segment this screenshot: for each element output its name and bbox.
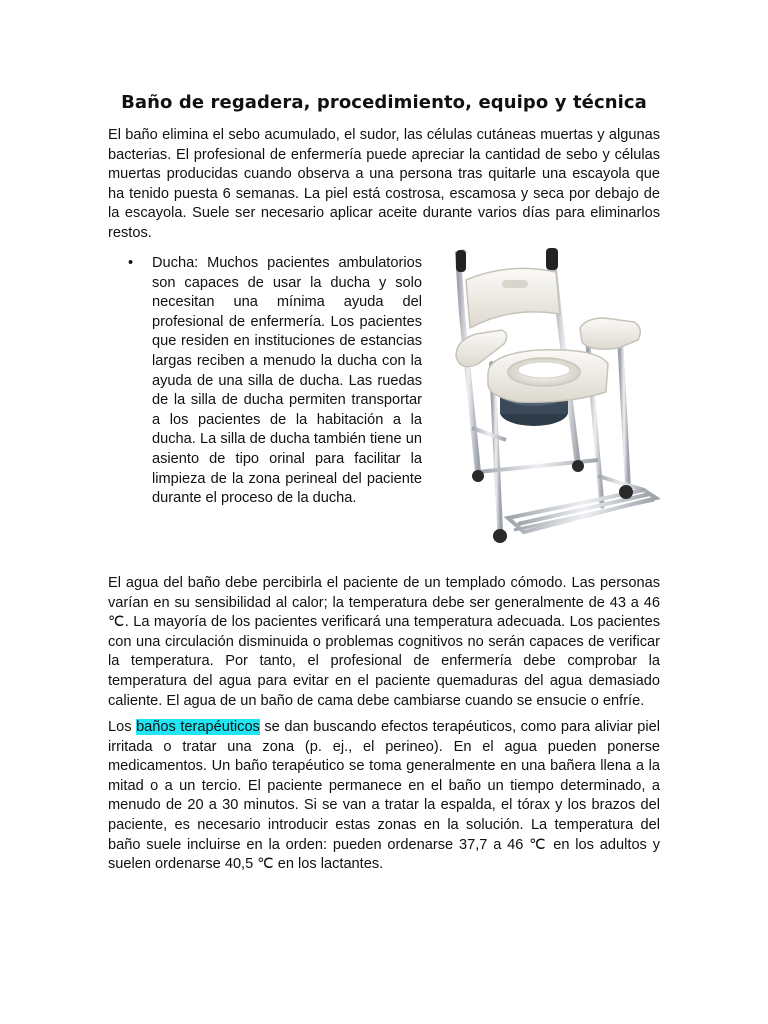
shower-bullet-text: Ducha: Muchos pacientes ambulatorios son capaces de usar la ducha y solo necesitan una mínima ayuda del profesional de enfermería. Los pacientes que residen en instituciones de estancias largas reciben a menudo la ducha con la ayuda de una silla de ducha. Las ruedas de la silla de ducha permiten transportar a los pacientes de la habitación a la ducha. La silla de ducha también tiene un asiento de tipo orinal para facilitar la limpieza de la zona perineal del paciente durante el proceso de la ducha. — [152, 255, 422, 507]
document-title: Baño de regadera, procedimiento, equipo y técnica — [121, 92, 647, 113]
shower-chair-image — [448, 244, 668, 550]
temperature-paragraph: El agua del baño debe percibirla el paciente de un templado cómodo. Las personas varían en su sensibilidad al calor; la temperatura debe ser generalmente de 43 a 46 ℃. La mayoría de los pacientes verificará una temperatura adecuada. Los pacientes con una circulación disminuida o problemas cognitivos no serán capaces de verificar la temperatura. Por tanto, el profesional de enfermería debe comprobar la temperatura del agua para evitar en el paciente quemaduras del agua demasiado caliente. El agua de un baño de cama debe cambiarse cuando se ensucie o enfríe. — [108, 575, 660, 709]
intro-paragraph: El baño elimina el sebo acumulado, el sudor, las células cutáneas muertas y algunas bacterias. El profesional de enfermería puede apreciar la cantidad de sebo y células muertas producidas cuando observa a una persona tras quitarle una escayola que ha tenido puesta 6 semanas. La piel está costrosa, escamosa y seca por debajo de la escayola. Suele ser necesario aplicar aceite durante varios días para eliminarlos restos. — [108, 127, 660, 241]
bullet-marker: • — [128, 255, 134, 271]
therapeutic-rest: se dan buscando efectos terapéuticos, como para aliviar piel irritada o tratar una zona (p. ej., el perineo). En el agua pueden ponerse medicamentos. Un baño terapéutico se toma generalmente en una bañera llena a la mitad o a un tercio. El paciente permanece en el baño un tiempo determinado, a menudo de 20 a 30 minutos. Si se van a tratar la espalda, el tórax y los brazos del paciente, es necesario introducir estas zonas en la solución. La temperatura del baño suele incluirse en la orden: pueden ordenarse 37,7 a 46 ℃ en los adultos y suelen ordenarse 40,5 ℃ en los lactantes. — [108, 719, 660, 873]
therapeutic-lead: Los — [108, 719, 137, 735]
highlighted-term: baños terapéuticos — [136, 719, 260, 735]
therapeutic-baths-paragraph — [108, 718, 660, 875]
